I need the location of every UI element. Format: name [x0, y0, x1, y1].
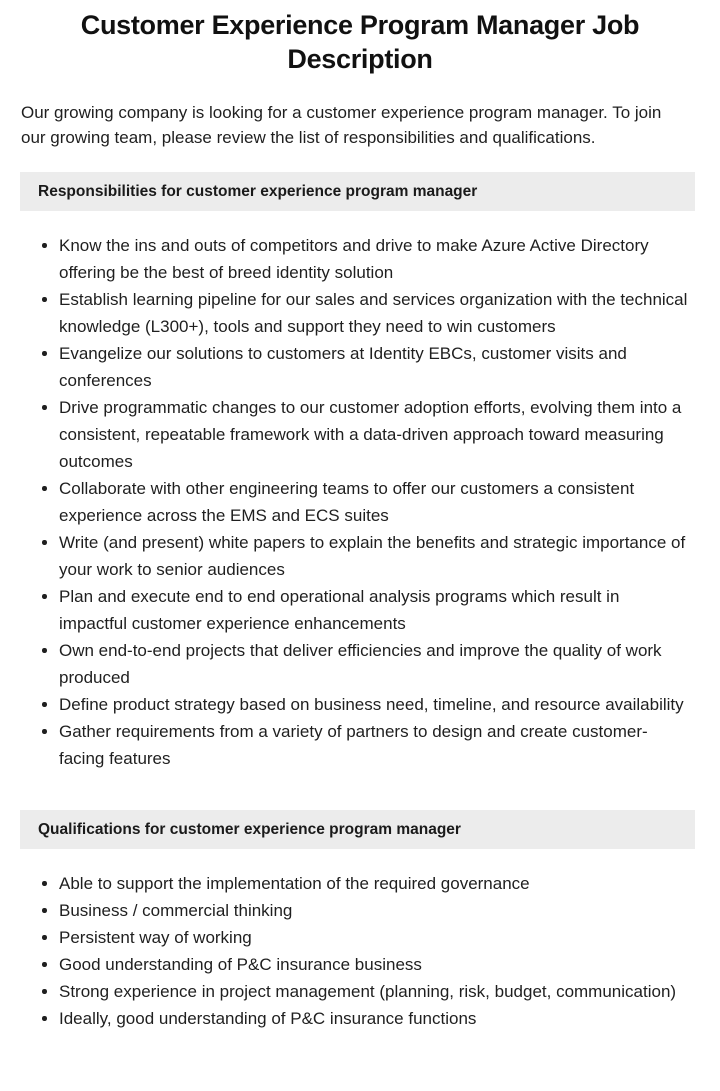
list-item: Gather requirements from a variety of partners to design and create customer-facing features	[42, 718, 692, 772]
intro-paragraph: Our growing company is looking for a customer experience program manager. To join our growing team, please review the list of responsibilities and qualifications.	[21, 103, 662, 147]
list-item: Ideally, good understanding of P&C insurance functions	[42, 1005, 692, 1032]
list-item: Persistent way of working	[42, 924, 692, 951]
list-item: Able to support the implementation of the required governance	[42, 870, 692, 897]
responsibilities-section	[0, 172, 720, 778]
qualifications-section	[0, 810, 720, 1032]
responsibilities-heading: Responsibilities for customer experience program manager	[20, 172, 695, 211]
list-item: Business / commercial thinking	[42, 897, 692, 924]
list-item: Define product strategy based on business need, timeline, and resource availability	[42, 691, 692, 718]
list-item: Drive programmatic changes to our customer adoption efforts, evolving them into a consistent, repeatable framework with a data-driven approach toward measuring outcomes	[42, 394, 692, 475]
list-item: Own end-to-end projects that deliver efficiencies and improve the quality of work produced	[42, 637, 692, 691]
list-item: Know the ins and outs of competitors and drive to make Azure Active Directory offering be the best of breed identity solution	[42, 232, 692, 286]
responsibilities-list	[0, 211, 720, 778]
list-item: Evangelize our solutions to customers at Identity EBCs, customer visits and conferences	[42, 340, 692, 394]
page-title: Customer Experience Program Manager Job Description	[80, 10, 640, 74]
qualifications-list	[0, 849, 720, 1032]
list-item: Establish learning pipeline for our sales and services organization with the technical knowledge (L300+), tools and support they need to win customers	[42, 286, 692, 340]
list-item: Plan and execute end to end operational analysis programs which result in impactful customer experience enhancements	[42, 583, 692, 637]
qualifications-heading: Qualifications for customer experience program manager	[20, 810, 695, 849]
list-item: Good understanding of P&C insurance business	[42, 951, 692, 978]
list-item: Strong experience in project management (planning, risk, budget, communication)	[42, 978, 692, 1005]
list-item: Write (and present) white papers to explain the benefits and strategic importance of your work to senior audiences	[42, 529, 692, 583]
list-item: Collaborate with other engineering teams to offer our customers a consistent experience across the EMS and ECS suites	[42, 475, 692, 529]
